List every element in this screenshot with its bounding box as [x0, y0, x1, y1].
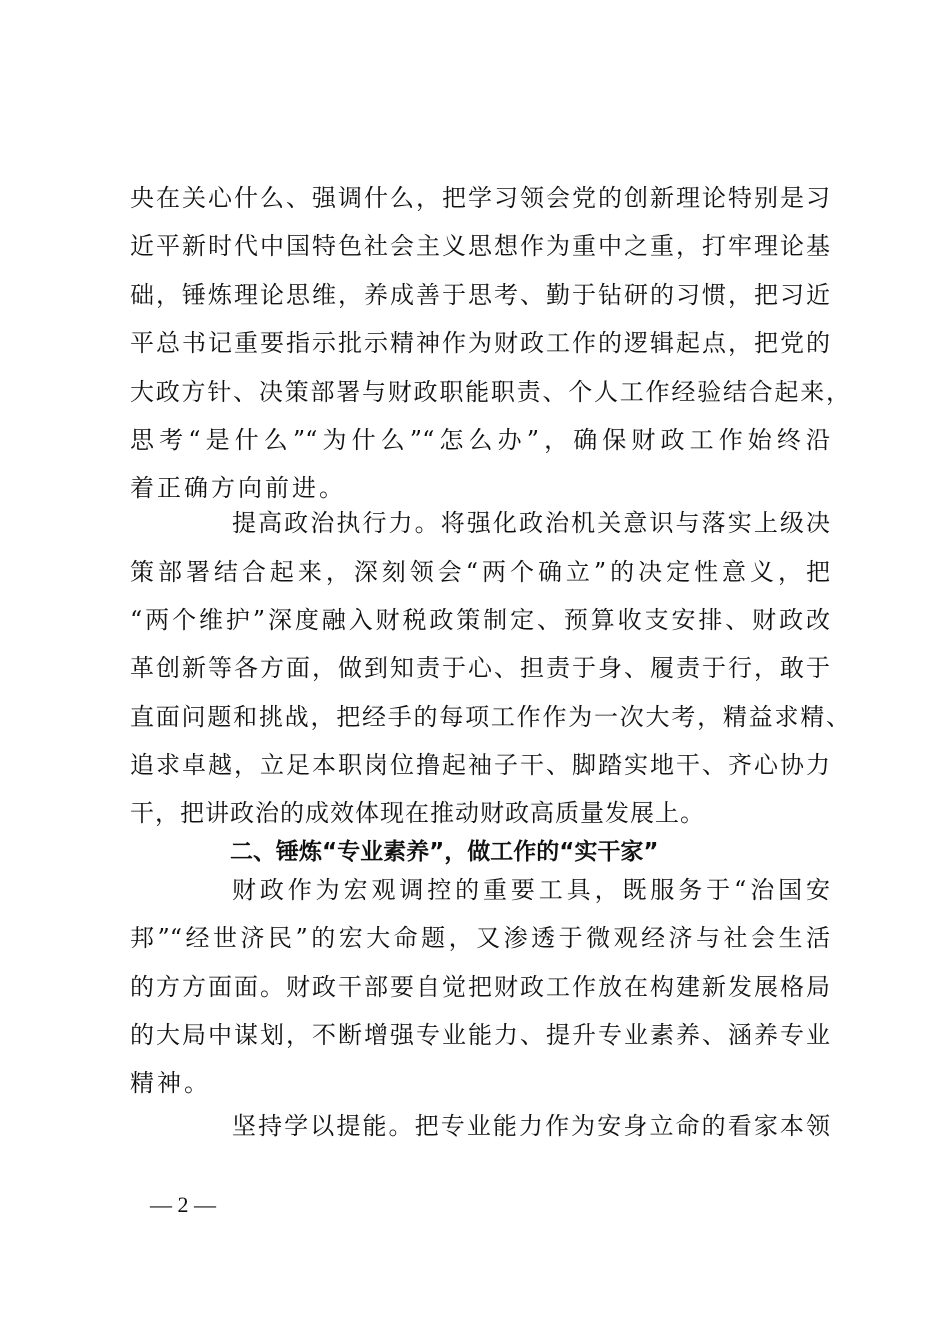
text-line: 的方方面面。财政干部要自觉把财政工作放在构建新发展格局: [130, 973, 830, 1001]
text-line: 财政作为宏观调控的重要工具，既服务于“治国安: [232, 876, 830, 904]
text-line: 直面问题和挑战，把经手的每项工作作为一次大考，精益求精、: [130, 703, 850, 731]
text-line: 的大局中谋划，不断增强专业能力、提升专业素养、涵养专业: [130, 1021, 830, 1049]
text-line: 思考“是什么”“为什么”“怎么办”，确保财政工作始终沿: [130, 426, 830, 454]
section-heading: 二、锤炼“专业素养”，做工作的“实干家”: [230, 839, 659, 865]
text-line: 精神。: [130, 1069, 211, 1097]
text-line: 央在关心什么、强调什么，把学习领会党的创新理论特别是习: [130, 184, 830, 212]
text-line: 追求卓越，立足本职岗位撸起袖子干、脚踏实地干、齐心协力: [130, 751, 830, 779]
text-line: 坚持学以提能。把专业能力作为安身立命的看家本领: [232, 1112, 830, 1140]
text-line: 近平新时代中国特色社会主义思想作为重中之重，打牢理论基: [130, 232, 830, 260]
text-line: 着正确方向前进。: [130, 474, 346, 502]
text-line: 大政方针、决策部署与财政职能职责、个人工作经验结合起来，: [130, 378, 850, 406]
text-line: 革创新等各方面，做到知责于心、担责于身、履责于行，敢于: [130, 654, 830, 682]
text-line: 平总书记重要指示批示精神作为财政工作的逻辑起点，把党的: [130, 329, 830, 357]
text-line: “两个维护”深度融入财税政策制定、预算收支安排、财政改: [130, 606, 830, 634]
text-line: 邦”“经世济民”的宏大命题，又渗透于微观经济与社会生活: [130, 924, 830, 952]
text-line: 础，锤炼理论思维，养成善于思考、勤于钻研的习惯，把习近: [130, 281, 830, 309]
text-line: 策部署结合起来，深刻领会“两个确立”的决定性意义，把: [130, 558, 830, 586]
text-line: 提高政治执行力。将强化政治机关意识与落实上级决: [232, 509, 830, 537]
text-line: 干，把讲政治的成效体现在推动财政高质量发展上。: [130, 799, 705, 827]
page-number: — 2 —: [150, 1192, 216, 1217]
